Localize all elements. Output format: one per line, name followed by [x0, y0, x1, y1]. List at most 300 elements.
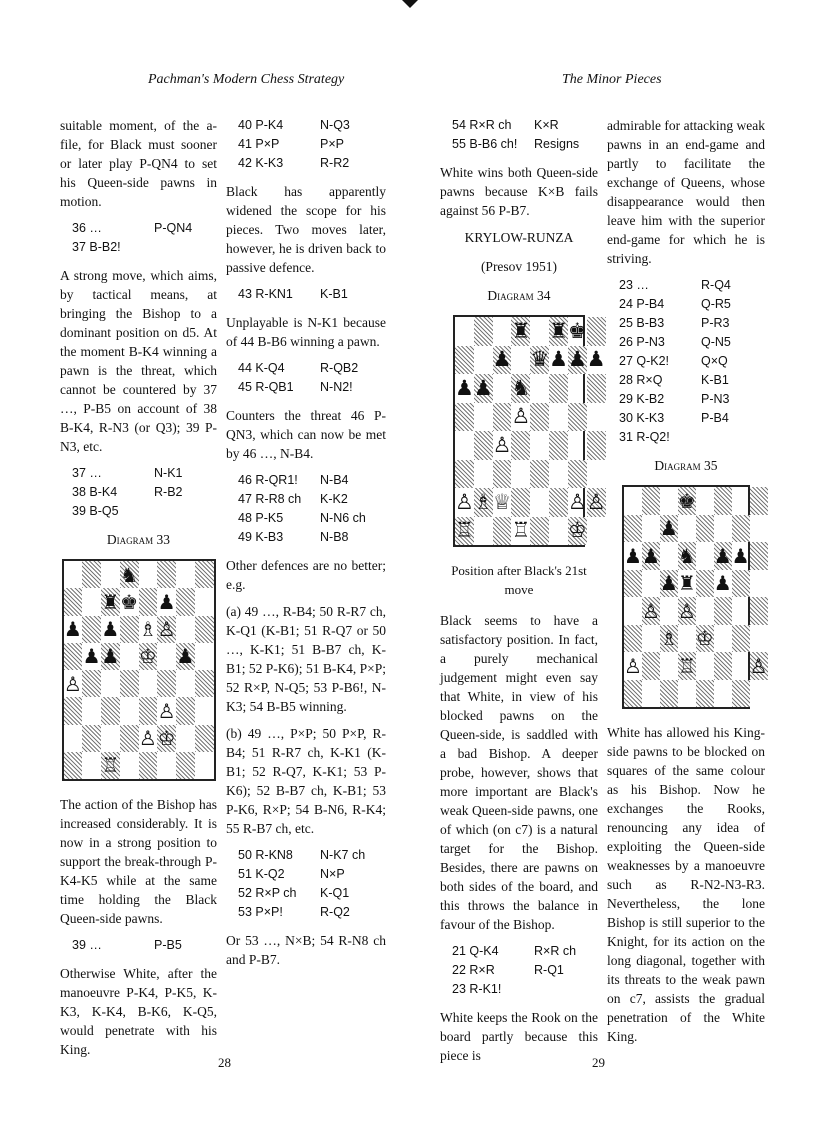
- board-square: [493, 346, 512, 375]
- paragraph: A strong move, which aims, by tactical means, at bringing the Bishop to a dominant position on d5. At the moment B-K4 winning a pawn is the threat, which cannot be countered by 37 …, P-B5 on account of 38 B-K4, R-N3 (or Q3); 39 P-N3, etc.: [60, 268, 217, 454]
- black-pawn-icon: ♟: [157, 589, 176, 614]
- board-square: [624, 542, 642, 570]
- black-rook-icon: ♜: [677, 571, 696, 596]
- chess-diagram-34: [453, 315, 606, 547]
- black-move: P×P: [320, 137, 344, 151]
- black-move: Q-N5: [701, 335, 731, 349]
- board-square: [660, 542, 678, 570]
- board-square: [624, 652, 642, 680]
- board-square: [530, 374, 549, 403]
- white-king-icon: ♔: [695, 626, 714, 651]
- white-move: 44 K-Q4: [238, 361, 285, 375]
- board-square: [660, 597, 678, 625]
- black-queen-icon: ♛: [530, 347, 550, 372]
- board-square: [678, 515, 696, 543]
- board-square: [511, 488, 530, 517]
- board-square: [549, 346, 568, 375]
- board-square: [714, 680, 732, 708]
- black-pawn-icon: ♟: [586, 347, 606, 372]
- move-list: [226, 846, 386, 922]
- white-move: 37 B-B2!: [72, 240, 121, 254]
- black-pawn-icon: ♟: [549, 347, 568, 372]
- move-row: [226, 471, 386, 490]
- top-mark: [400, 0, 420, 8]
- board-square: [64, 643, 83, 670]
- black-pawn-icon: ♟: [731, 543, 750, 568]
- black-move: P-R3: [701, 316, 730, 330]
- white-pawn-icon: ♙: [492, 432, 512, 457]
- board-square: [64, 725, 83, 752]
- move-row: [607, 276, 765, 295]
- black-move: R-Q4: [701, 278, 731, 292]
- black-move: N×P: [320, 867, 345, 881]
- board-square: [696, 487, 714, 515]
- board-square: [530, 403, 549, 432]
- move-row: [607, 333, 765, 352]
- black-pawn-icon: ♟: [101, 617, 120, 642]
- board-square: [678, 652, 696, 680]
- board-square: [530, 317, 549, 346]
- white-bishop-icon: ♗: [473, 489, 493, 514]
- board-square: [750, 680, 768, 708]
- board-square: [530, 488, 549, 517]
- black-move: Q-R5: [701, 297, 731, 311]
- board-square: [493, 488, 512, 517]
- board-square: [120, 752, 139, 779]
- white-pawn-icon: ♙: [63, 671, 82, 696]
- move-row: [60, 502, 217, 521]
- board-square: [660, 652, 678, 680]
- board-square: [139, 561, 158, 588]
- board-square: [493, 403, 512, 432]
- white-move: 51 K-Q2: [238, 867, 285, 881]
- board-square: [511, 460, 530, 489]
- black-move: Q×Q: [701, 354, 728, 368]
- board-square: [642, 680, 660, 708]
- black-pawn-icon: ♟: [659, 571, 678, 596]
- move-list: [226, 471, 386, 547]
- black-king-icon: ♚: [677, 488, 696, 513]
- move-row: [607, 352, 765, 371]
- board-square: [678, 625, 696, 653]
- black-move: Resigns: [534, 137, 580, 151]
- board-square: [101, 588, 120, 615]
- board-square: [64, 697, 83, 724]
- white-move: 52 R×P ch: [238, 886, 297, 900]
- black-move: R-R2: [320, 156, 350, 170]
- black-move: P-B4: [701, 411, 729, 425]
- board-square: [732, 680, 750, 708]
- board-square: [455, 374, 474, 403]
- board-square: [455, 403, 474, 432]
- running-head-right: The Minor Pieces: [562, 72, 662, 87]
- board-square: [455, 431, 474, 460]
- black-pawn-icon: ♟: [176, 644, 195, 669]
- black-pawn-icon: ♟: [492, 347, 512, 372]
- move-list: [60, 464, 217, 521]
- board-square: [511, 374, 530, 403]
- board-square: [568, 374, 587, 403]
- board-square: [82, 588, 101, 615]
- board-square: [750, 652, 768, 680]
- move-row: [226, 884, 386, 903]
- board-square: [642, 652, 660, 680]
- paragraph: admirable for attacking weak pawns in an end-game and partly to facilitate the exchange of Queens, whose disappearance would then leave him with the superior end-game for which he is striving.: [607, 118, 765, 266]
- move-row: [226, 154, 386, 173]
- white-move: 47 R-R8 ch: [238, 492, 302, 506]
- black-knight-icon: ♞: [511, 375, 531, 400]
- diagram-caption: Position after Black's 21st move: [451, 563, 587, 597]
- board-square: [474, 488, 493, 517]
- move-row: [607, 371, 765, 390]
- board-square: [493, 317, 512, 346]
- paragraph: Black seems to have a satisfactory position. In fact, a purely mechanical judgement might even say that White, in view of his blocked pawns on the Queen-side, is saddled with a bad Bishop. A deeper probe, however, shows that more important are Black's weak Queen-side pawns, one of which (on c7) is a natural target for the Bishop. Besides, there are pawns on both sides of the board, and this throws the balance in favour of the Bishop.: [440, 613, 598, 932]
- board-square: [195, 752, 214, 779]
- paragraph: Black has apparently widened the scope for his pieces. Two moves later, however, he is driven back to passive defence.: [226, 184, 386, 275]
- board-square: [195, 561, 214, 588]
- black-pawn-icon: ♟: [567, 347, 587, 372]
- board-square: [157, 588, 176, 615]
- running-head-left: Pachman's Modern Chess Strategy: [148, 72, 345, 87]
- paragraph: White has allowed his King-side pawns to be blocked on squares of the same colour as his Bishop. Now he exchanges the Rooks, renouncing any idea of exploiting the Queen-side weaknesses by a manoeuvre such as R-N2-N3-R3. Nevertheless, the lone Bishop is still superior to the Knight, for its action on the long diagonal, together with its threats to the weak pawn on c7, assists the gradual penetration of the White King.: [607, 725, 765, 1044]
- board-square: [642, 515, 660, 543]
- white-pawn-icon: ♙: [749, 653, 768, 678]
- white-pawn-icon: ♙: [511, 404, 531, 429]
- board-square: [176, 616, 195, 643]
- chess-diagram-33: [62, 559, 216, 781]
- board-square: [642, 487, 660, 515]
- board-square: [455, 317, 474, 346]
- white-move: 49 K-B3: [238, 530, 284, 544]
- board-square: [660, 515, 678, 543]
- white-rook-icon: ♖: [455, 518, 474, 543]
- white-move: 39 B-Q5: [72, 504, 119, 518]
- black-move: P-B5: [154, 938, 182, 952]
- black-move: K×R: [534, 118, 559, 132]
- white-pawn-icon: ♙: [641, 598, 660, 623]
- board-square: [549, 403, 568, 432]
- board-square: [157, 752, 176, 779]
- board-square: [714, 597, 732, 625]
- board-square: [549, 460, 568, 489]
- board-square: [139, 670, 158, 697]
- paragraph: Otherwise White, after the manoeuvre P-K4, P-K5, K-K3, K-K4, B-K6, K-Q5, would penetrate with his King.: [60, 966, 217, 1057]
- board-square: [101, 616, 120, 643]
- game-place: (Presov 1951): [480, 259, 558, 274]
- board-square: [642, 625, 660, 653]
- black-move: [154, 238, 217, 257]
- board-square: [64, 588, 83, 615]
- black-pawn-icon: ♟: [455, 375, 474, 400]
- board-square: [530, 346, 549, 375]
- board-square: [511, 317, 530, 346]
- diagram-label: Diagram 34: [487, 288, 551, 303]
- column-4: [607, 116, 768, 1054]
- board-square: [474, 374, 493, 403]
- board-square: [157, 616, 176, 643]
- board-square: [714, 515, 732, 543]
- board-square: [750, 515, 768, 543]
- board-square: [511, 517, 530, 546]
- board-square: [511, 403, 530, 432]
- white-move: 23 R-K1!: [452, 982, 502, 996]
- diagram-label: Diagram 35: [654, 458, 718, 473]
- black-king-icon: ♚: [120, 589, 139, 614]
- move-row: [60, 219, 217, 238]
- move-row: [60, 464, 217, 483]
- paragraph: suitable moment, of the a-file, for Black must sooner or later play P-QN4 to set his Queen-side pawns in motion.: [60, 118, 217, 209]
- white-pawn-icon: ♙: [677, 598, 696, 623]
- board-square: [474, 346, 493, 375]
- board-square: [732, 597, 750, 625]
- move-row: [226, 528, 386, 547]
- board-square: [696, 515, 714, 543]
- board-square: [714, 625, 732, 653]
- board-square: [157, 561, 176, 588]
- black-move: N-N6 ch: [320, 511, 366, 525]
- white-move: 24 P-B4: [619, 297, 665, 311]
- black-move: K-K2: [320, 492, 348, 506]
- black-move: R-QB2: [320, 361, 359, 375]
- move-row: [226, 285, 386, 304]
- board-square: [101, 670, 120, 697]
- board-square: [660, 625, 678, 653]
- board-square: [101, 643, 120, 670]
- board-square: [64, 561, 83, 588]
- board-square: [732, 515, 750, 543]
- board-square: [696, 680, 714, 708]
- move-row: [607, 428, 765, 447]
- move-row: [226, 509, 386, 528]
- board-square: [642, 542, 660, 570]
- move-row: [440, 961, 598, 980]
- board-square: [474, 317, 493, 346]
- white-move: 42 K-K3: [238, 156, 284, 170]
- move-list: [226, 359, 386, 397]
- board-square: [157, 643, 176, 670]
- move-row: [226, 135, 386, 154]
- white-move: 50 R-KN8: [238, 848, 293, 862]
- white-move: 48 P-K5: [238, 511, 284, 525]
- black-move: [701, 428, 765, 447]
- board-square: [660, 487, 678, 515]
- board-square: [455, 346, 474, 375]
- white-pawn-icon: ♙: [455, 489, 474, 514]
- move-row: [226, 116, 386, 135]
- board-square: [101, 561, 120, 588]
- board-square: [714, 542, 732, 570]
- board-square: [176, 725, 195, 752]
- board-square: [455, 488, 474, 517]
- board-square: [139, 725, 158, 752]
- move-row: [607, 314, 765, 333]
- board-square: [696, 570, 714, 598]
- board-square: [82, 752, 101, 779]
- paragraph: (a) 49 …, R-B4; 50 R-R7 ch, K-Q1 (K-B1; 51 R-Q7 or 50 …, K-K1; 51 B-B7 ch, K-B1; 52 P-K6); 51 B-K4, P×P; 52 R×P, N-Q5; 53 P-B6!, N-K3; 54 B-B5 winning.: [226, 604, 386, 714]
- board-square: [549, 517, 568, 546]
- board-square: [82, 643, 101, 670]
- move-row: [226, 490, 386, 509]
- move-row: [226, 903, 386, 922]
- board-square: [696, 625, 714, 653]
- black-move: K-B1: [701, 373, 729, 387]
- white-move: 22 R×R: [452, 963, 495, 977]
- board-square: [195, 588, 214, 615]
- move-list: [440, 116, 598, 154]
- board-square: [568, 346, 587, 375]
- black-move: P-N3: [701, 392, 730, 406]
- board-square: [587, 488, 606, 517]
- board-square: [195, 697, 214, 724]
- black-move: R-Q1: [534, 963, 564, 977]
- board-square: [549, 488, 568, 517]
- black-move: R-B2: [154, 485, 183, 499]
- move-row: [60, 483, 217, 502]
- white-move: 45 R-QB1: [238, 380, 294, 394]
- move-list: [607, 276, 765, 447]
- board-square: [157, 725, 176, 752]
- board-square: [195, 725, 214, 752]
- board-square: [624, 515, 642, 543]
- white-move: 54 R×R ch: [452, 118, 512, 132]
- white-move: 40 P-K4: [238, 118, 284, 132]
- white-move: 43 R-KN1: [238, 287, 293, 301]
- move-row: [226, 846, 386, 865]
- move-list: [226, 285, 386, 304]
- board-square: [624, 625, 642, 653]
- white-move: 26 P-N3: [619, 335, 665, 349]
- move-row: [440, 135, 598, 154]
- white-pawn-icon: ♙: [138, 726, 157, 751]
- move-row: [60, 936, 217, 955]
- move-row: [440, 942, 598, 961]
- white-pawn-icon: ♙: [567, 489, 587, 514]
- black-pawn-icon: ♟: [101, 644, 120, 669]
- board-square: [732, 625, 750, 653]
- black-move: [154, 502, 217, 521]
- white-pawn-icon: ♙: [157, 698, 176, 723]
- move-list: [226, 116, 386, 173]
- board-square: [64, 670, 83, 697]
- board-square: [678, 487, 696, 515]
- board-square: [642, 570, 660, 598]
- board-square: [139, 588, 158, 615]
- board-square: [587, 431, 606, 460]
- board-square: [157, 697, 176, 724]
- board-square: [642, 597, 660, 625]
- black-pawn-icon: ♟: [659, 516, 678, 541]
- move-row: [60, 238, 217, 257]
- black-rook-icon: ♜: [101, 589, 120, 614]
- black-move: N-N2!: [320, 380, 353, 394]
- black-move: K-Q1: [320, 886, 350, 900]
- board-square: [624, 597, 642, 625]
- white-move: 53 P×P!: [238, 905, 283, 919]
- board-square: [64, 616, 83, 643]
- board-square: [120, 697, 139, 724]
- board-square: [120, 561, 139, 588]
- move-row: [607, 390, 765, 409]
- move-list: [60, 219, 217, 257]
- board-square: [82, 697, 101, 724]
- paragraph: Other defences are no better; e.g.: [226, 558, 386, 592]
- white-move: 30 K-K3: [619, 411, 665, 425]
- column-2: [226, 116, 386, 977]
- board-square: [455, 517, 474, 546]
- board-square: [530, 431, 549, 460]
- board-square: [120, 725, 139, 752]
- board-square: [474, 460, 493, 489]
- black-move: N-B4: [320, 473, 349, 487]
- paragraph: White wins both Queen-side pawns because K×B fails against 56 P-B7.: [440, 165, 598, 218]
- board-square: [493, 431, 512, 460]
- white-move: 55 B-B6 ch!: [452, 137, 518, 151]
- board-square: [82, 725, 101, 752]
- paragraph: Or 53 …, N×B; 54 R-N8 ch and P-B7.: [226, 933, 386, 967]
- board-square: [139, 697, 158, 724]
- board-square: [678, 570, 696, 598]
- board-square: [139, 752, 158, 779]
- white-pawn-icon: ♙: [624, 653, 642, 678]
- white-move: 36 …: [72, 221, 102, 235]
- board-square: [732, 652, 750, 680]
- board-square: [176, 752, 195, 779]
- board-square: [493, 517, 512, 546]
- board-square: [696, 542, 714, 570]
- board-square: [549, 431, 568, 460]
- white-move: 39 …: [72, 938, 102, 952]
- black-pawn-icon: ♟: [63, 617, 82, 642]
- white-move: 41 P×P: [238, 137, 280, 151]
- board-square: [195, 670, 214, 697]
- board-square: [568, 488, 587, 517]
- move-row: [440, 116, 598, 135]
- board-square: [587, 460, 606, 489]
- white-rook-icon: ♖: [677, 653, 696, 678]
- board-square: [696, 652, 714, 680]
- paragraph: Unplayable is N-K1 because of 44 B-B6 winning a pawn.: [226, 315, 386, 349]
- white-move: 28 R×Q: [619, 373, 663, 387]
- board-square: [120, 670, 139, 697]
- black-pawn-icon: ♟: [82, 644, 101, 669]
- paragraph: Counters the threat 46 P-QN3, which can now be met by 46 …, N-B4.: [226, 408, 386, 461]
- board-square: [750, 487, 768, 515]
- black-move: N-B8: [320, 530, 349, 544]
- board-square: [530, 517, 549, 546]
- board-square: [157, 670, 176, 697]
- board-square: [568, 317, 587, 346]
- white-move: 27 Q-K2!: [619, 354, 670, 368]
- board-square: [511, 346, 530, 375]
- board-square: [696, 597, 714, 625]
- board-square: [587, 317, 606, 346]
- board-square: [120, 643, 139, 670]
- black-move: N-K1: [154, 466, 183, 480]
- diagram-label: Diagram 33: [106, 532, 171, 547]
- white-bishop-icon: ♗: [138, 617, 157, 642]
- white-bishop-icon: ♗: [659, 626, 678, 651]
- white-move: 25 B-B3: [619, 316, 665, 330]
- board-square: [493, 374, 512, 403]
- board-square: [714, 570, 732, 598]
- board-square: [455, 460, 474, 489]
- board-square: [549, 317, 568, 346]
- board-square: [474, 431, 493, 460]
- page-number-left: 28: [218, 1055, 231, 1070]
- board-square: [64, 752, 83, 779]
- black-pawn-icon: ♟: [713, 543, 732, 568]
- board-square: [587, 517, 606, 546]
